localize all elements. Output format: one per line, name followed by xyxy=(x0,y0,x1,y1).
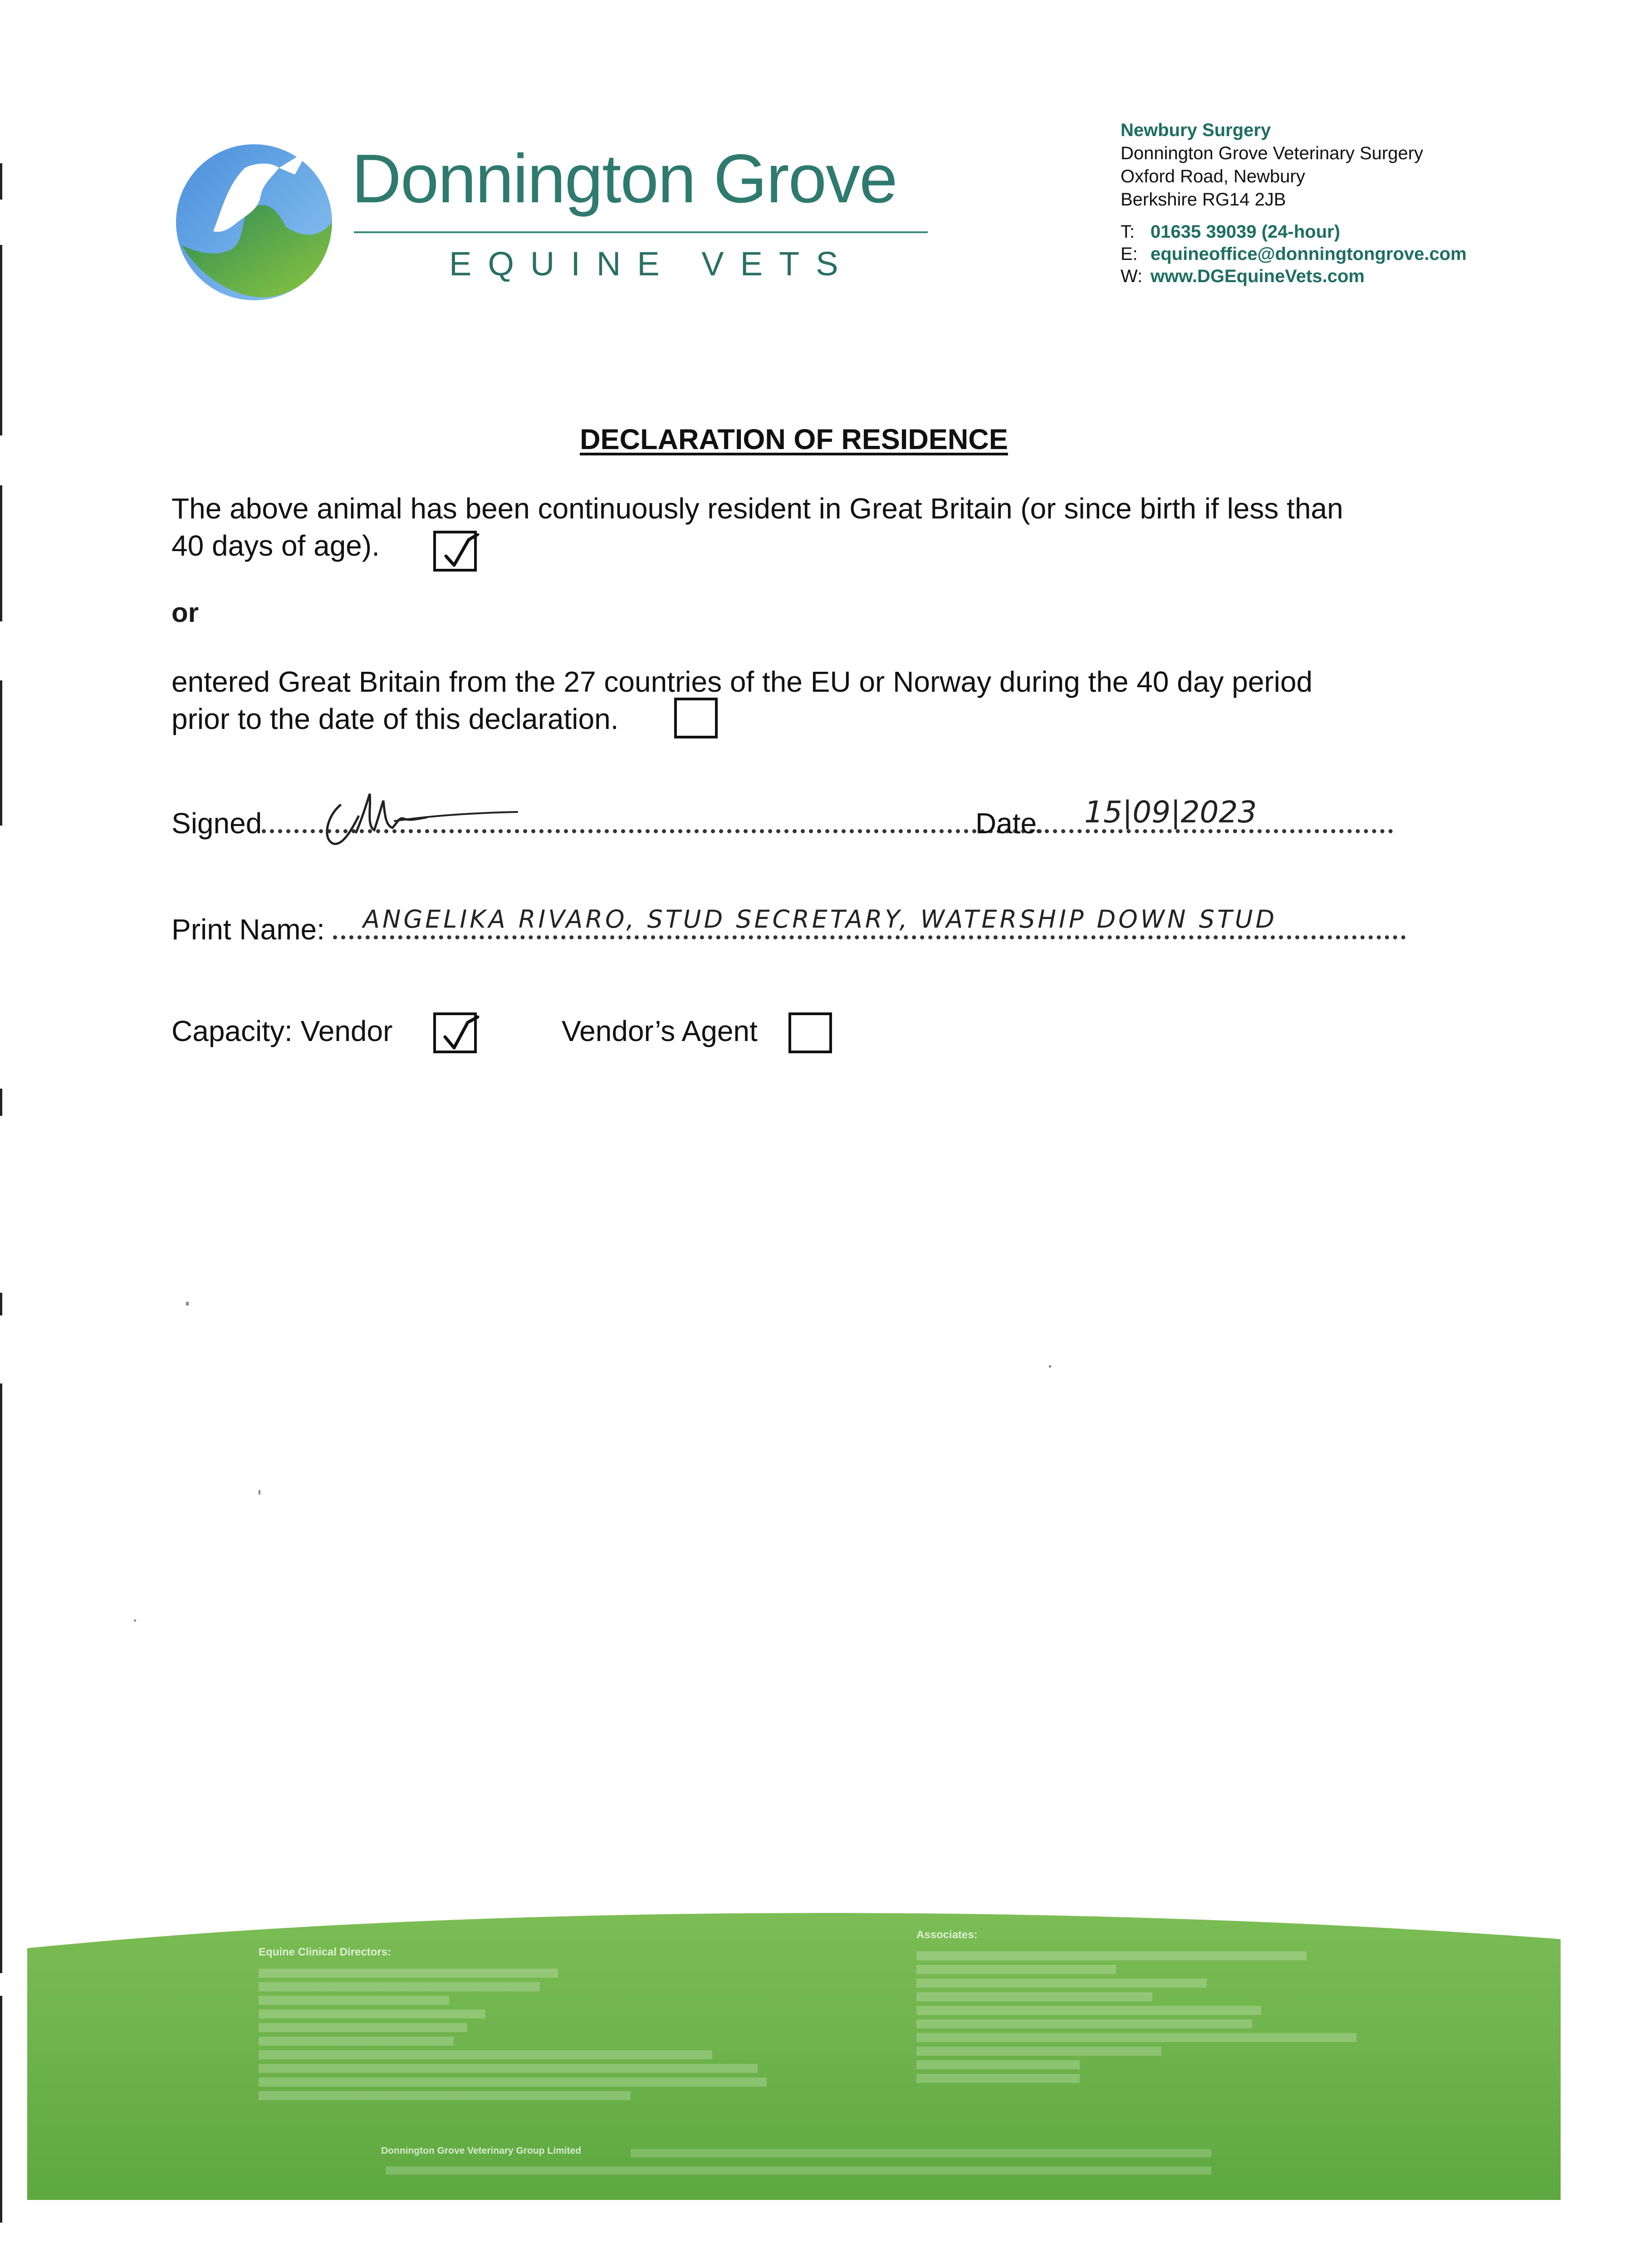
scan-artifact xyxy=(0,485,2,621)
surgery-address xyxy=(1121,119,1423,211)
scan-artifact xyxy=(0,1383,2,1973)
email-link[interactable]: equineoffice@donningtongrove.com xyxy=(1150,244,1467,264)
scan-artifact xyxy=(0,1089,2,1116)
scan-artifact xyxy=(0,163,2,200)
contact-label: W: xyxy=(1121,266,1143,286)
scan-speck xyxy=(1049,1365,1051,1368)
contact-website xyxy=(1121,265,1467,288)
address-line: Donnington Grove Veterinary Surgery xyxy=(1121,143,1424,163)
scan-artifact xyxy=(0,245,2,435)
option-entered-gb xyxy=(171,663,1312,738)
surgery-name: Newbury Surgery xyxy=(1121,120,1271,140)
scan-artifact xyxy=(0,680,2,826)
scan-speck xyxy=(134,1619,136,1622)
company-registration-info xyxy=(631,2149,1211,2157)
date-label: Date xyxy=(975,807,1037,840)
checkmark-icon xyxy=(436,533,480,574)
vendors-agent-label: Vendor’s Agent xyxy=(562,1015,758,1047)
checkmark-icon xyxy=(436,1015,480,1056)
directors-heading: Equine Clinical Directors: xyxy=(259,1946,392,1958)
option-text: The above animal has been continuously resident in Great Britain (or since birth if less than xyxy=(171,492,1343,525)
brand-divider xyxy=(354,231,928,233)
scan-artifact xyxy=(0,1293,2,1315)
print-name-label: Print Name: xyxy=(171,913,325,946)
signed-field xyxy=(171,807,1042,840)
entered-gb-checkbox[interactable] xyxy=(674,698,718,738)
scan-speck xyxy=(186,1302,189,1305)
vendors-agent-checkbox[interactable] xyxy=(788,1012,832,1053)
option-text: entered Great Britain from the 27 countries of the EU or Norway during the 40 day period xyxy=(171,665,1313,698)
address-line: Oxford Road, Newbury xyxy=(1121,166,1305,186)
scan-speck xyxy=(259,1490,260,1495)
option-continuous-residence xyxy=(171,490,1343,564)
directors-list xyxy=(259,1964,780,2105)
vendor-checkbox[interactable] xyxy=(433,1012,477,1053)
brand-subtitle: EQUINE VETS xyxy=(449,245,855,283)
horse-head-logo-icon xyxy=(172,141,336,304)
contact-label: E: xyxy=(1121,244,1138,264)
contact-label: T: xyxy=(1121,222,1135,242)
contact-phone xyxy=(1121,221,1467,243)
option-text: 40 days of age). xyxy=(171,529,380,562)
address-line: Berkshire RG14 2JB xyxy=(1121,190,1286,210)
phone-number: 01635 39039 (24-hour) xyxy=(1150,222,1341,242)
form-heading: DECLARATION OF RESIDENCE xyxy=(580,424,1008,455)
date-value: 15|09|2023 xyxy=(1084,795,1257,830)
residence-checkbox[interactable] xyxy=(433,531,477,572)
print-name-value: ANGELIKA RIVARO, STUD SECRETARY, WATERSHIP DOWN STUD xyxy=(363,905,1278,934)
contact-email xyxy=(1121,243,1467,265)
signature-icon xyxy=(313,780,522,853)
scan-artifact xyxy=(0,1996,2,2223)
option-text: prior to the date of this declaration. xyxy=(171,703,619,735)
brand-name: Donnington Grove xyxy=(352,140,897,217)
company-address-info xyxy=(386,2166,1211,2175)
signed-label: Signed xyxy=(171,807,262,840)
or-separator: or xyxy=(171,597,199,628)
associates-heading: Associates: xyxy=(916,1929,978,1941)
contact-details xyxy=(1121,221,1467,288)
company-name: Donnington Grove Veterinary Group Limited xyxy=(381,2146,582,2156)
associates-list xyxy=(916,1947,1370,2087)
website-link[interactable]: www.DGEquineVets.com xyxy=(1150,266,1365,286)
capacity-vendor-label: Capacity: Vendor xyxy=(171,1015,393,1047)
